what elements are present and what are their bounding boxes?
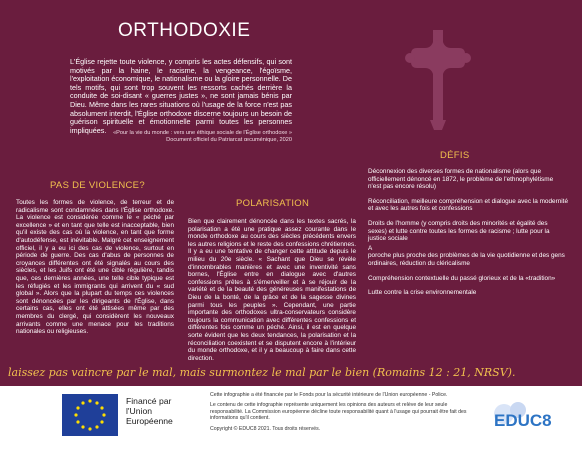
quote-line-1: «Pour la vie du monde : vers une éthique sociale de l'Église orthodoxe » bbox=[113, 130, 292, 136]
defis-list bbox=[368, 168, 568, 304]
quote-citation bbox=[70, 130, 292, 144]
eu-funding-label: Financé par l'Union Européenne bbox=[126, 396, 173, 426]
intro-paragraph: L'Église rejette toute violence, y compris les actes défensifs, qui sont motivés par la haine, le racisme, la vengeance, l'égoïsme, l'exploitation économique, le nationalisme ou la gloire personnelle. De tels motifs, qui sont trop souvent les ressorts cachés derrière la conduite de soi-disant « guerres justes », ne sont jamais bénis par Dieu. Même dans les rares situations où l'usage de la force n'est pas absolument interdit, l'Église orthodoxe discerne toujours un besoin de guérison spirituelle et émotionnelle parmi toutes les personnes impliquées. bbox=[70, 57, 292, 135]
footer-disclaimer bbox=[210, 392, 482, 436]
orthodox-cross-icon bbox=[402, 28, 474, 132]
list-item: Compréhension contextuelle du passé glorieux et de la «tradition» bbox=[368, 274, 556, 282]
section-heading-violence: PAS DE VIOLENCE? bbox=[50, 180, 145, 191]
list-item: Droits de l'homme (y compris droits des minorités et égalité des sexes) et lutte contre toutes les formes de racisme ; lutte pour la justice sociale bbox=[368, 219, 550, 243]
copyright-note: Copyright © EDUC8 2021. Tous droits réservés. bbox=[210, 425, 321, 432]
page-title: ORTHODOXIE bbox=[118, 20, 251, 41]
list-item: A poroche plus proche des problèmes de la vie quotidienne et des gens ordinaires, réduction du cléricalisme bbox=[368, 244, 565, 267]
list-item: Lutte contre la crise environnementale bbox=[368, 289, 477, 297]
polarisation-paragraph: Bien que clairement dénoncée dans les textes sacrés, la polarisation a été une pratique assez courante dans le monde orthodoxe au cours des siècles précédents envers les autres religions et le reste des confessions chrétiennes. Il y a eu une tentative de changer cette attitude depuis le milieu du 20e siècle. « Sachant que Dieu se révèle d'innombrables manières et avec une inventivité sans bornes, l'Église entre en dialogue avec d'autres confessions prêtes à s'émerveiller et à se réjouir de la variété et de la beauté des généreuses manifestations de Dieu de la bonté, de la grâce et de la sagesse divines parmi tous les peuples ». Cependant, une partie importante des orthodoxes ultra-conservateurs considère toujours la communication avec différentes confessions et différentes fois comme un péché. Ainsi, il est en quelque sorte évident que les deux tendances, la polarisation et la réconciliation coexistent et se disputent encore à l'intérieur du monde orthodoxe, et il y a beaucoup à faire dans cette direction. bbox=[188, 218, 356, 362]
bible-motto: laissez pas vaincre par le mal, mais surmontez le mal par le bien (Romains 12 : 21, NRSV). bbox=[8, 366, 516, 379]
eu-flag-icon bbox=[62, 394, 118, 436]
quote-line-2: Document officiel du Patriarcat œcuménique, 2020 bbox=[166, 137, 292, 143]
responsibility-note: Le contenu de cette infographie représente uniquement les opinions des auteurs et relève de leur seule responsabilité. La Commission européenne décline toute responsabilité quant à l'usage qui pourrait être fait des informations qu'il contient. bbox=[210, 402, 467, 422]
svg-text:EDUC8: EDUC8 bbox=[494, 411, 552, 430]
funding-note: Cette infographie a été financée par le Fonds pour la sécurité intérieure de l'Union européenne - Police. bbox=[210, 392, 448, 398]
section-heading-defis: DÉFIS bbox=[440, 150, 470, 161]
list-item: Réconciliation, meilleure compréhension et dialogue avec la modernité et avec les autres fois et confessions bbox=[368, 197, 568, 213]
list-item: Déconnexion des diverses formes de nationalisme (alors que officiellement dénoncé en 1872, le problème de l'ethnophylétisme n'est pas encore résolu) bbox=[368, 168, 554, 191]
educ8-logo bbox=[492, 398, 558, 436]
section-heading-polarisation: POLARISATION bbox=[236, 198, 310, 209]
violence-paragraph: Toutes les formes de violence, de terreur et de radicalisme sont condamnées dans l'Église orthodoxe. La violence est considérée comme le « péché par excellence » et en tant que telle est inacceptable, bien qu'il existe des cas où la violence, en tant que forme d'autodéfense, est inévitable. Malgré cet enseignement officiel, il y a eu ici des cas de violence, surtout en période de guerre. Des cas d'abus de personnes de croyances différentes ont été signalés au cours des siècles, et les Juifs ont été une cible régulière, tandis que, ces dernières années, une telle cible typique est les réfugiés et les immigrants qui arrivent du « sud global ». Alors que la plupart du temps ces violences sont dénoncées par les dirigeants de l'Église, dans certains cas, elles ont été attisées même par des membres du clergé, qui considèrent les nouveaux arrivants comme une menace pour les traditions nationales ou religieuses. bbox=[16, 199, 174, 336]
